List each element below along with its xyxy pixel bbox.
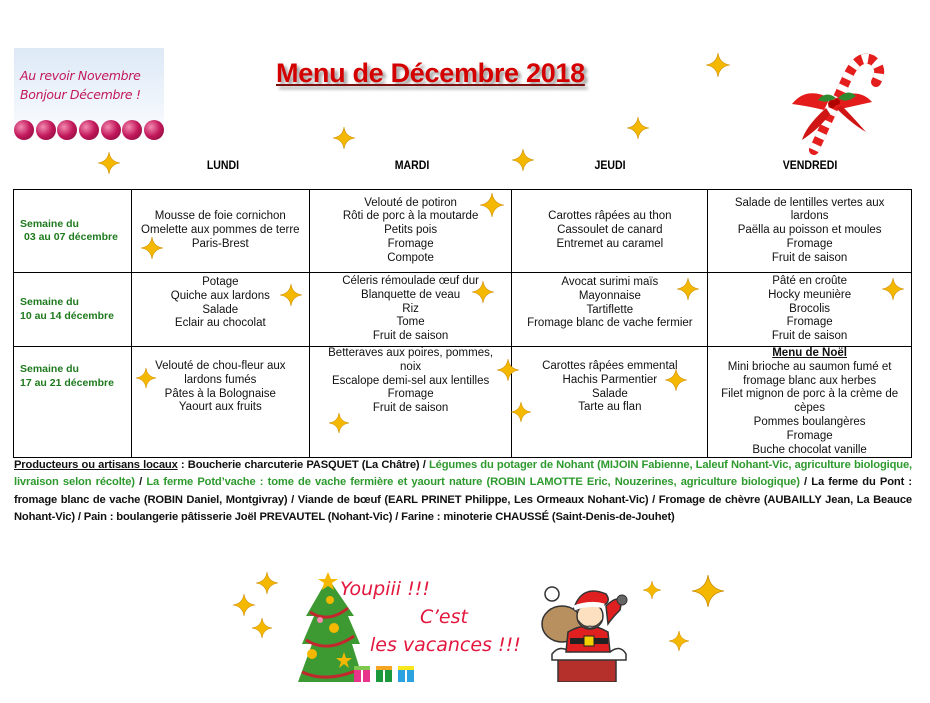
- menu-item: Fromage blanc de vache fermier: [527, 317, 693, 330]
- christmas-baubles-icon: [14, 120, 164, 142]
- star-icon: [480, 193, 504, 217]
- menu-item: Fromage: [387, 388, 434, 401]
- day-header-jeudi: JEUDI: [594, 158, 626, 172]
- page-title: Menu de Décembre 2018: [276, 58, 585, 88]
- star-icon: [643, 581, 661, 599]
- week-label-line1: Semaine du: [20, 296, 79, 308]
- menu-item: Hocky meunière: [768, 288, 852, 301]
- table-row-week-2: [14, 273, 912, 347]
- santa-claus-icon: [540, 580, 632, 682]
- menu-item: Cassoulet de canard: [557, 224, 663, 237]
- star-icon: [692, 575, 724, 607]
- star-icon: [665, 369, 687, 391]
- menu-item: Avocat surimi maïs: [561, 275, 659, 288]
- menu-item: Pâtes à la Bolognaise: [164, 387, 276, 400]
- menu-item: Mini brioche au saumon fumé et fromage blanc aux herbes: [727, 360, 892, 387]
- menu-de-noel-title: Menu de Noël: [772, 347, 847, 359]
- menu-cell-jeudi: [512, 190, 708, 273]
- star-icon: [333, 127, 355, 149]
- day-header-mardi: MARDI: [394, 158, 430, 172]
- menu-item: Buche chocolat vanille: [752, 443, 867, 456]
- vacation-line2: C’est: [420, 606, 468, 628]
- producer-pasquet: Boucherie charcuterie PASQUET (La Châtre) /: [187, 459, 429, 471]
- star-icon: [706, 53, 730, 77]
- menu-item: Escalope demi-sel aux lentilles: [331, 374, 490, 387]
- menu-item: Fruit de saison: [372, 330, 449, 343]
- menu-cell-lundi: [131, 190, 309, 273]
- table-row-week-3: [14, 347, 912, 458]
- menu-item: Velouté de chou-fleur aux lardons fumés: [155, 360, 286, 386]
- day-header-vendredi: VENDREDI: [782, 158, 838, 172]
- week-label-line2: 17 au 21 décembre: [20, 376, 114, 389]
- menu-item: Tarte au flan: [578, 401, 642, 414]
- menu-item: Fromage: [786, 316, 833, 329]
- menu-item: Compote: [387, 251, 434, 264]
- vacation-line1: Youpiii !!!: [340, 578, 430, 600]
- week-label: [14, 273, 132, 347]
- local-producers-paragraph: [14, 457, 912, 526]
- menu-item: Betteraves aux poires, pommes, noix: [328, 347, 494, 373]
- menu-item: Filet mignon de porc à la crème de cèpes: [721, 388, 899, 415]
- star-icon: [669, 631, 689, 651]
- star-icon: [141, 237, 163, 259]
- menu-item: Fromage: [387, 237, 434, 250]
- menu-item: Fromage: [786, 237, 833, 250]
- menu-item: Paëlla au poisson et moules: [737, 224, 882, 237]
- star-icon: [512, 149, 534, 171]
- star-icon: [627, 117, 649, 139]
- menu-item: Petits pois: [384, 224, 438, 237]
- week-label-line2: 10 au 14 décembre: [20, 309, 114, 322]
- menu-item: Tome: [396, 316, 425, 329]
- menu-item: Carottes râpées emmental: [542, 360, 678, 372]
- menu-item: Mousse de foie cornichon: [154, 210, 286, 223]
- menu-item: Salade: [202, 303, 239, 316]
- menu-item: Potage: [202, 275, 239, 288]
- candy-cane-icon: [786, 46, 886, 156]
- star-icon: [252, 618, 272, 638]
- menu-table: [13, 189, 912, 458]
- producers-others: / La ferme du Pont : fromage blanc de vache (ROBIN Daniel, Montgivray) / Viande de bœuf (EARL PRINET Philippe, Les Ormeaux Nohant-Vic) / Fromage de chèvre (AUBAILLY Jean, La Beauce Nohant-Vic) / Pain : boulangerie pâtisserie Joël PREVAUTEL (Nohant-Vic) / Farine : minoterie CHAUSSÉ (Saint-Denis-de-Jouhet): [14, 476, 912, 523]
- star-icon: [677, 278, 699, 300]
- banner-line2: Bonjour Décembre !: [20, 87, 141, 102]
- gifts-icon: [352, 664, 418, 682]
- menu-item: Quiche aux lardons: [170, 289, 270, 302]
- week-label: [14, 190, 132, 273]
- week-label: [14, 347, 132, 458]
- menu-item: Velouté de potiron: [364, 196, 457, 209]
- menu-item: Rôti de porc à la moutarde: [342, 210, 479, 223]
- menu-cell-vendredi-noel: [708, 347, 912, 458]
- menu-cell-jeudi: [512, 347, 708, 458]
- menu-item: Salade: [591, 387, 628, 400]
- week-label-line1: Semaine du: [20, 363, 79, 375]
- vacation-line3: les vacances !!!: [370, 634, 521, 656]
- banner-line1: Au revoir Novembre: [20, 68, 141, 83]
- star-icon: [280, 284, 302, 306]
- menu-cell-lundi: [131, 347, 309, 458]
- star-icon: [882, 278, 904, 300]
- menu-item: Céleris rémoulade œuf dur: [342, 275, 479, 287]
- vacation-message: [340, 575, 521, 659]
- menu-item: Blanquette de veau: [361, 288, 461, 301]
- menu-item: Entremet au caramel: [556, 237, 664, 250]
- star-icon: [472, 281, 494, 303]
- menu-item: Fruit de saison: [771, 251, 848, 264]
- week-label-line2: 03 au 07 décembre: [24, 231, 118, 243]
- star-icon: [256, 572, 278, 594]
- menu-item: Carottes râpées au thon: [548, 210, 672, 223]
- star-icon: [136, 368, 156, 388]
- star-icon: [497, 359, 519, 381]
- menu-item: Fruit de saison: [372, 402, 449, 415]
- menu-item: Tartiflette: [586, 303, 634, 316]
- menu-item: Pâté en croûte: [772, 275, 848, 287]
- menu-item: Fruit de saison: [771, 330, 848, 343]
- producers-separator: :: [177, 459, 188, 471]
- banner-image-au-revoir-novembre: [14, 48, 164, 144]
- menu-item: Omelette aux pommes de terre: [141, 224, 300, 237]
- producer-potager-nohant: Légumes du potager de Nohant (MIJOIN Fabienne, Laleuf Nohant-Vic, agriculture biologique, livraison selon récolte): [14, 459, 912, 489]
- producers-separator-2: /: [134, 476, 147, 489]
- star-icon: [511, 402, 531, 422]
- menu-item: Pommes boulangères: [753, 415, 866, 428]
- menu-item: Brocolis: [789, 302, 831, 315]
- menu-item: Mayonnaise: [578, 289, 641, 302]
- star-icon: [329, 413, 349, 433]
- menu-item: Paris-Brest: [191, 237, 249, 250]
- star-icon: [233, 594, 255, 616]
- menu-item: Hachis Parmentier: [562, 373, 658, 386]
- week-label-line1: Semaine du: [20, 217, 79, 230]
- menu-item: Riz: [402, 302, 419, 315]
- star-icon: [98, 152, 120, 174]
- menu-item: Eclair au chocolat: [174, 317, 266, 330]
- menu-item: Fromage: [786, 429, 833, 442]
- producer-ferme-potdvache: La ferme Potd’vache : tome de vache fermière et yaourt nature (ROBIN LAMOTTE Eric, Nouzerines, agriculture biologique): [146, 476, 800, 489]
- menu-cell-vendredi: [708, 273, 912, 347]
- menu-cell-vendredi: [708, 190, 912, 273]
- menu-item: Salade de lentilles vertes aux lardons: [734, 196, 885, 223]
- menu-item: Yaourt aux fruits: [178, 401, 262, 414]
- day-header-lundi: LUNDI: [206, 158, 240, 172]
- producers-heading: Producteurs ou artisans locaux: [14, 459, 178, 471]
- menu-cell-mardi: [309, 347, 512, 458]
- table-row-week-1: [14, 190, 912, 273]
